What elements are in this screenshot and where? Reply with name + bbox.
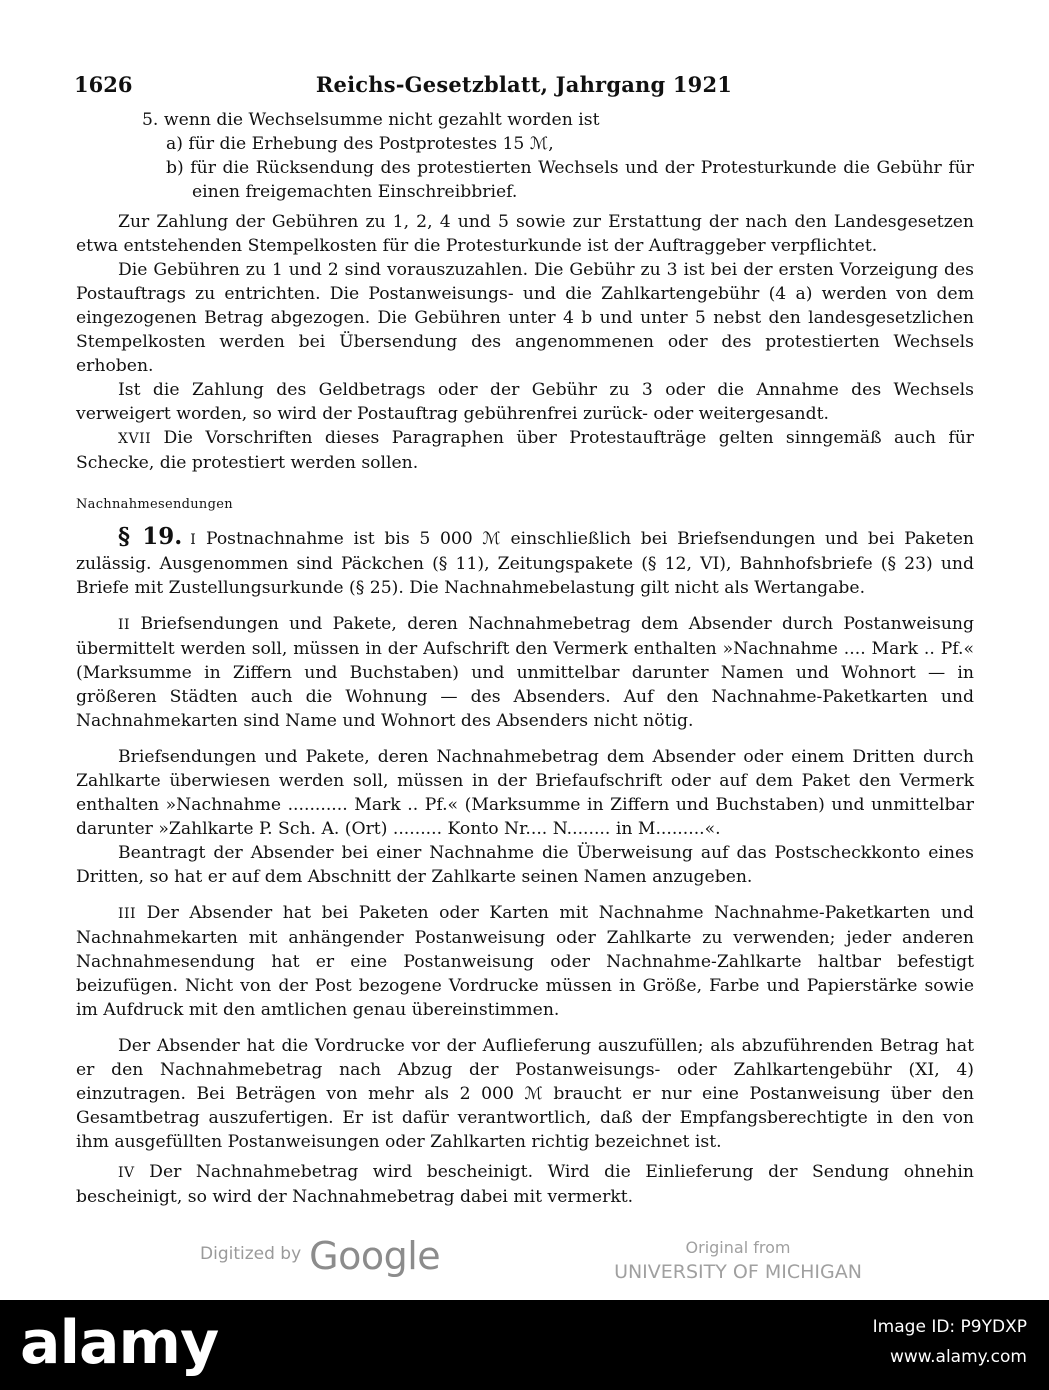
paragraph-fee-payment: Zur Zahlung der Gebühren zu 1, 2, 4 und 5 sowie zur Erstattung der nach den Landesgesetzen etwa entstehenden Stempelkosten für die Protesturkunde ist der Auftraggeber verpflichtet. [76, 212, 974, 256]
image-id: Image ID: P9YDXP [872, 1317, 1027, 1337]
paragraph-refusal: Ist die Zahlung des Geldbetrags oder der Gebühr zu 3 oder die Annahme des Wechsels verweigert worden, so wird der Postauftrag gebührenfrei zurück- oder weitergesandt. [76, 380, 974, 424]
section-19-ii-text: Briefsendungen und Pakete, deren Nachnahmebetrag dem Absender durch Postanweisung übermittelt werden soll, müssen in der Aufschrift den Vermerk enthalten »Nachnahme .... Mark .. Pf.« (Marksumme in Ziffern und Buchstaben) und unmittelbar darunter Namen und Wohnort — in größeren Städten auch die Wohnung — des Absenders. Auf den Nachnahme-Paketkarten und Nachnahmekarten sind Name und Wohnort des Absenders nicht nötig. [76, 614, 974, 731]
roman-numeral-xvii: XVII [118, 431, 152, 447]
section-19-i [76, 525, 974, 600]
section-19-iv-text: Der Nachnahmebetrag wird bescheinigt. Wird die Einlieferung der Sendung ohnehin bescheinigt, so wird der Nachnahmebetrag dabei mit vermerkt. [76, 1162, 974, 1207]
page-number: 1626 [74, 72, 133, 97]
alamy-website: www.alamy.com [889, 1347, 1027, 1367]
page-header [74, 72, 974, 102]
item-5-intro: 5. wenn die Wechselsumme nicht gezahlt worden ist [142, 110, 600, 130]
section-number: § 19. [118, 523, 183, 550]
section-heading: Nachnahmesendungen [76, 497, 233, 512]
section-19-iii-vordrucke: Der Absender hat die Vordrucke vor der Auflieferung auszufüllen; als abzuführenden Betrag hat er den Nachnahmebetrag nach Abzug der Postanweisungs- oder Zahlkartengebühr (XI, 4) einzutragen. Bei Beträgen von mehr als 2 000 ℳ braucht er nur eine Postanweisung über den Gesamtbetrag auszufertigen. Er ist dafür verantwortlich, daß der Empfangsberechtigte in den von ihm ausgefüllten Postanweisungen oder Zahlkarten richtig bezeichnet ist. [76, 1036, 974, 1152]
digitized-by-google [200, 1234, 440, 1278]
section-19-ii [76, 612, 974, 733]
roman-numeral-ii: II [118, 617, 131, 633]
digitized-by-label: Digitized by [200, 1244, 302, 1264]
section-19-iii-text: Der Absender hat bei Paketen oder Karten mit Nachnahme Nachnahme-Paketkarten und Nachnahmekarten mit anhängender Postanweisung oder Zahlkarte zu verwenden; jeder anderen Nachnahmesendung hat er eine Postanweisung oder Nachnahme-Zahlkarte haltbar befestigt beizufügen. Nicht von der Post bezogene Vordrucke müssen in Größe, Farbe und Papierstärke sowie im Aufdruck mit den amtlichen genau übereinstimmen. [76, 903, 974, 1020]
image-id-block [873, 1312, 1027, 1372]
section-19-ii-zahlkarte: Briefsendungen und Pakete, deren Nachnahmebetrag dem Absender oder einem Dritten durch Zahlkarte überwiesen werden soll, müssen in der Briefaufschrift oder auf dem Paket den Vermerk enthalten »Nachnahme ........... Mark .. Pf.« (Marksumme in Ziffern und Buchstaben) und unmittelbar darunter »Zahlkarte P. Sch. A. (Ort) ......... Konto Nr.... N........ in M.........«. [76, 747, 974, 839]
document-body [76, 108, 974, 1209]
item-5b: b) für die Rücksendung des protestierten Wechsels und der Protesturkunde die Gebühr für einen freigemachten Einschreibbrief. [166, 158, 974, 202]
digitization-footer [0, 1228, 1049, 1288]
google-logo: Google [309, 1234, 441, 1278]
running-title: Reichs-Gesetzblatt, Jahrgang 1921 [315, 72, 733, 97]
roman-numeral-i: I [190, 532, 197, 548]
roman-numeral-iii: III [118, 906, 137, 922]
section-19-i-text: Postnachnahme ist bis 5 000 ℳ einschließlich bei Briefsendungen und bei Paketen zulässig. Ausgenommen sind Päckchen (§ 11), Zeitungspakete (§ 12, VI), Bahnhofsbriefe (§ 23) und Briefe mit Zustellungsurkunde (§ 25). Die Nachnahmebelastung gilt nicht als Wertangabe. [76, 529, 974, 598]
roman-numeral-iv: IV [118, 1165, 135, 1181]
section-19-ii-postscheck: Beantragt der Absender bei einer Nachnahme die Überweisung auf das Postscheckkonto eines Dritten, so hat er auf dem Abschnitt der Zahlkarte seinen Namen anzugeben. [76, 843, 974, 887]
original-from-label: Original from [685, 1238, 791, 1257]
section-19-iii [76, 901, 974, 1022]
alamy-logo: alamy [20, 1308, 219, 1378]
alamy-watermark-bar [0, 1300, 1049, 1390]
original-source [600, 1236, 876, 1284]
item-5a: a) für die Erhebung des Postprotestes 15 ℳ, [166, 134, 554, 154]
paragraph-xvii [76, 426, 974, 475]
paragraph-xvii-text: Die Vorschriften dieses Paragraphen über Protestaufträge gelten sinngemäß auch für Schecke, die protestiert werden sollen. [76, 428, 974, 473]
section-19-iv [76, 1160, 974, 1209]
paragraph-fee-timing: Die Gebühren zu 1 und 2 sind vorauszuzahlen. Die Gebühr zu 3 ist bei der ersten Vorzeigung des Postauftrags zu entrichten. Die Postanweisungs- und die Zahlkartengebühr (4 a) werden von dem eingezogenen Betrag abgezogen. Die Gebühren unter 4 b und unter 5 nebst den landesgesetzlichen Stempelkosten werden bei Übersendung des angenommenen oder des protestierten Wechsels erhoben. [76, 260, 974, 376]
university-name: UNIVERSITY OF MICHIGAN [614, 1261, 862, 1283]
